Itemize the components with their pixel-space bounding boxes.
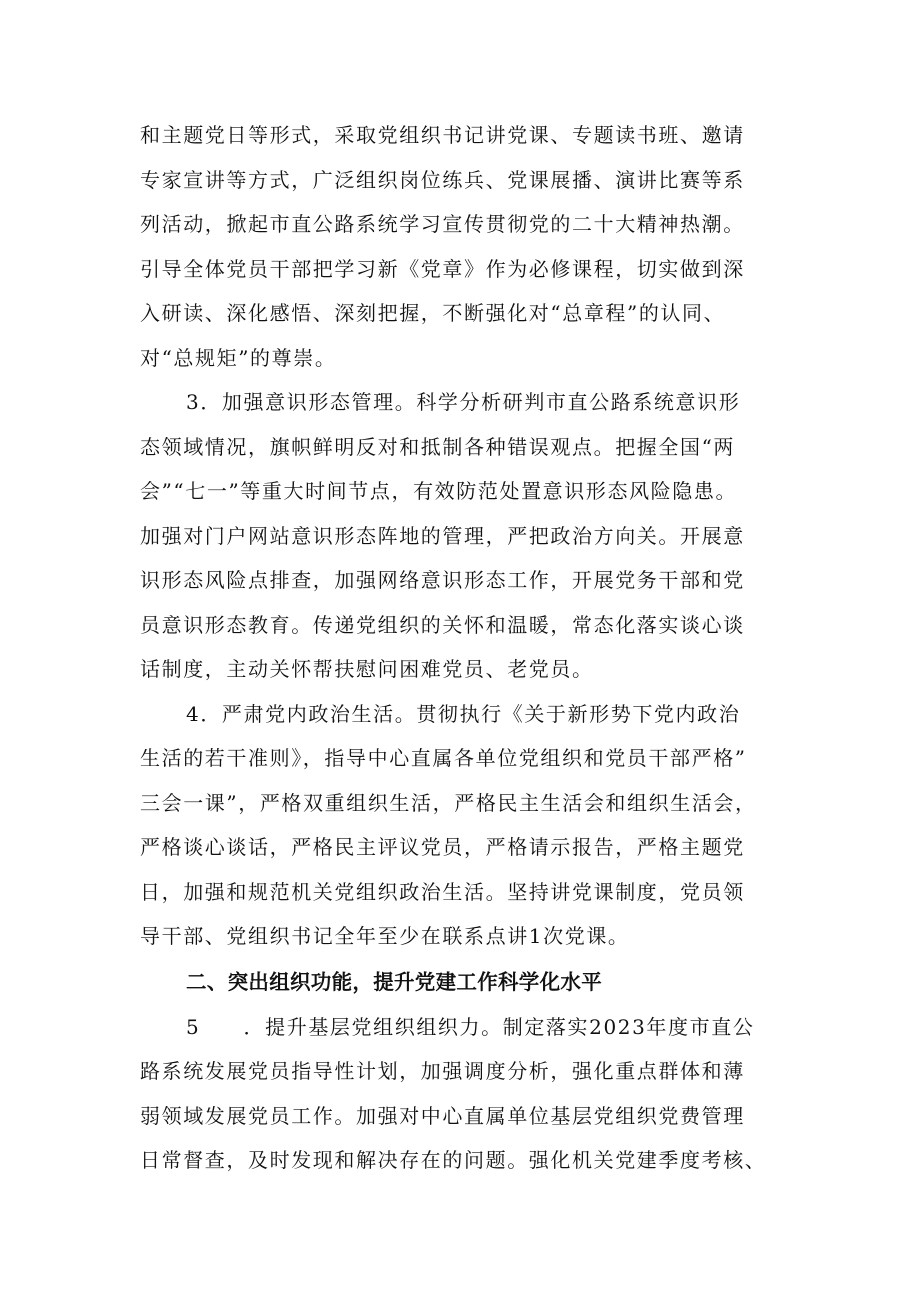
- paragraph-grassroots-organization: [140, 1005, 790, 1183]
- document-body: [140, 113, 790, 1183]
- text-line: 路系统发展党员指导性计划，加强调度分析，强化重点群体和薄: [140, 1059, 745, 1083]
- text-line: 话制度，主动关怀帮扶慰问困难党员、老党员。: [140, 657, 594, 681]
- text-line: 5 ．提升基层党组织组织力。制定落实2023年度市直公: [186, 1014, 755, 1039]
- text-line: 日，加强和规范机关党组织政治生活。坚持讲党课制度，党员领: [140, 879, 745, 904]
- section-heading: 二、突出组织功能，提升党建工作科学化水平: [186, 969, 602, 994]
- text-line: 加强对门户网站意识形态阵地的管理，严把政治方向关。开展意: [140, 523, 745, 548]
- paragraph-theme-day: [140, 113, 790, 380]
- text-line: 识形态风险点排查，加强网络意识形态工作，开展党务干部和党: [140, 568, 745, 592]
- text-line: 弱领域发展党员工作。加强对中心直属单位基层党组织党费管理: [140, 1103, 745, 1128]
- paragraph-political-life: [140, 692, 790, 959]
- text-line: 日常督查，及时发现和解决存在的问题。强化机关党建季度考核、: [140, 1148, 767, 1172]
- text-line: 态领域情况，旗帜鲜明反对和抵制各种错误观点。把握全国“两: [140, 434, 736, 459]
- paragraph-ideology-management: [140, 380, 790, 692]
- text-line: 入研读、深化感悟、深刻把握，不断强化对“总章程”的认同、: [140, 301, 726, 325]
- text-line: 员意识形态教育。传递党组织的关怀和温暖，常态化落实谈心谈: [140, 612, 745, 637]
- text-line: 三会一课”，严格双重组织生活，严格民主生活会和组织生活会，: [140, 790, 757, 815]
- text-line: 生活的若干准则》，指导中心直属各单位党组织和党员干部严格”: [140, 746, 747, 770]
- text-line: 3．加强意识形态管理。科学分析研判市直公路系统意识形: [186, 390, 741, 414]
- text-line: 引导全体党员干部把学习新《党章》作为必修课程，切实做到深: [140, 256, 745, 281]
- text-line: 对“总规矩”的尊崇。: [140, 345, 337, 370]
- text-line: 和主题党日等形式，采取党组织书记讲党课、专题读书班、邀请: [140, 123, 745, 147]
- text-line: 4．严肃党内政治生活。贯彻执行《关于新形势下党内政治: [186, 701, 741, 726]
- text-line: 导干部、党组织书记全年至少在联系点讲1次党课。: [140, 924, 630, 948]
- text-line: 会”“七一”等重大时间节点，有效防范处置意识形态风险隐患。: [140, 479, 738, 503]
- text-line: 严格谈心谈话，严格民主评议党员，严格请示报告，严格主题党: [140, 835, 745, 859]
- text-line: 专家宣讲等方式，广泛组织岗位练兵、党课展播、演讲比赛等系: [140, 167, 745, 192]
- text-line: 列活动，掀起市直公路系统学习宣传贯彻党的二十大精神热潮。: [140, 212, 745, 236]
